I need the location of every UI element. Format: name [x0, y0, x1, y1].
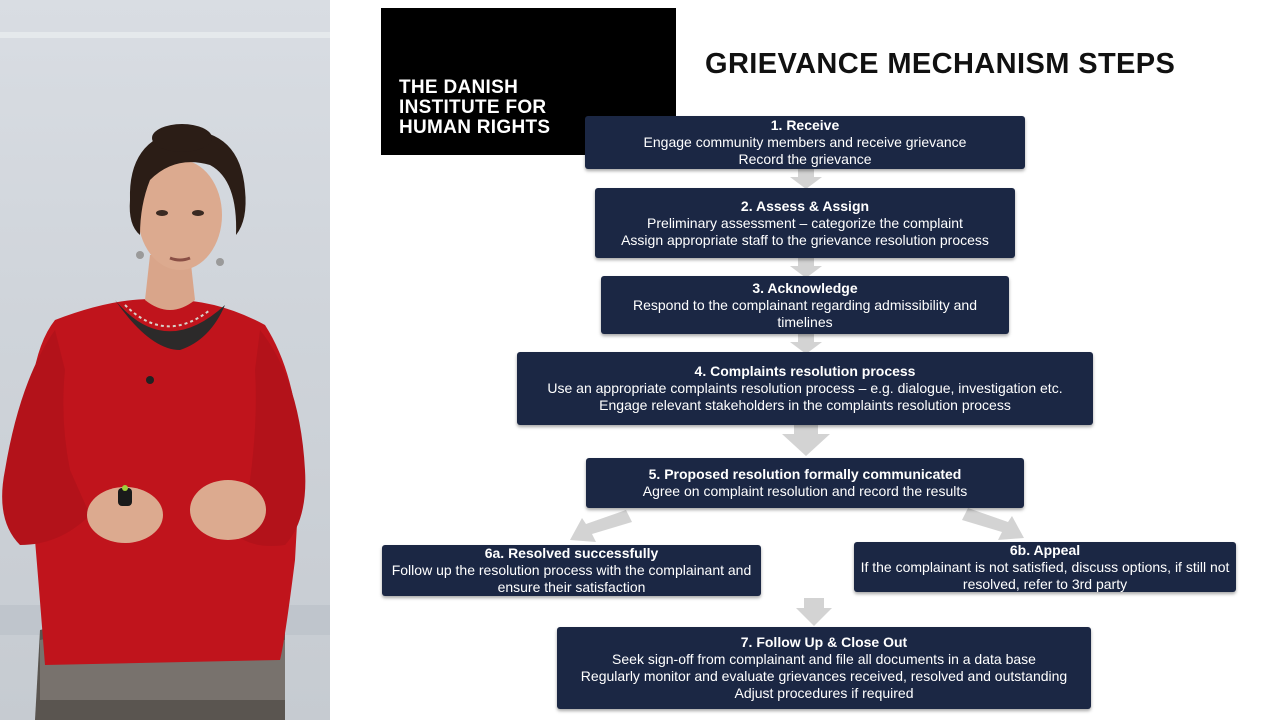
arrow-5-to-6b: [962, 508, 1026, 542]
step-line: Seek sign-off from complainant and file all documents in a data base: [612, 651, 1036, 667]
step-title: 6a. Resolved successfully: [484, 545, 659, 561]
step-line: Agree on complaint resolution and record the results: [642, 483, 968, 499]
step-title: 1. Receive: [770, 117, 840, 133]
arrow-2-to-3: [788, 258, 824, 278]
step-line: Engage relevant stakeholders in the complaints resolution process: [599, 397, 1011, 413]
step-line: Record the grievance: [738, 151, 872, 167]
step-line: Regularly monitor and evaluate grievances received, resolved and outstanding: [580, 668, 1068, 684]
step-6a-resolved-successfully: [382, 545, 761, 596]
step-line: Adjust procedures if required: [734, 685, 914, 701]
step-line: Follow up the resolution process with the complainant and ensure their satisfaction: [391, 562, 752, 595]
arrow-5-to-6a: [568, 510, 632, 544]
step-line: Assign appropriate staff to the grievance resolution process: [621, 231, 989, 248]
step-5-proposed-resolution: [586, 458, 1024, 508]
step-title: 2. Assess & Assign: [740, 197, 870, 214]
logo-text: THE DANISH INSTITUTE FOR HUMAN RIGHTS: [399, 77, 551, 138]
arrow-6-to-7: [794, 598, 834, 626]
step-title: 4. Complaints resolution process: [694, 363, 916, 379]
step-2-assess-assign: [595, 188, 1015, 258]
step-title: 7. Follow Up & Close Out: [740, 634, 908, 650]
step-3-acknowledge: [601, 276, 1009, 334]
step-1-receive: [585, 116, 1025, 169]
step-line: Engage community members and receive grievance: [643, 134, 967, 150]
step-4-complaints-resolution: [517, 352, 1093, 425]
arrow-3-to-4: [788, 334, 824, 354]
step-title: 6b. Appeal: [1009, 541, 1081, 558]
slide-title: GRIEVANCE MECHANISM STEPS: [705, 48, 1176, 80]
step-line: Respond to the complainant regarding admissibility and timelines: [633, 296, 977, 330]
step-line: If the complainant is not satisfied, discuss options, if still not resolved, refer to 3rd party: [860, 558, 1230, 592]
step-title: 5. Proposed resolution formally communicated: [648, 466, 962, 482]
step-7-follow-up-close-out: [557, 627, 1091, 709]
step-line: Preliminary assessment – categorize the complaint: [647, 214, 963, 231]
arrow-1-to-2: [788, 169, 824, 189]
step-6b-appeal: [854, 542, 1236, 592]
presenter-figure: [0, 0, 330, 720]
presenter-video: [0, 0, 330, 720]
step-title: 3. Acknowledge: [752, 279, 858, 296]
step-line: Use an appropriate complaints resolution process – e.g. dialogue, investigation etc.: [547, 380, 1063, 396]
